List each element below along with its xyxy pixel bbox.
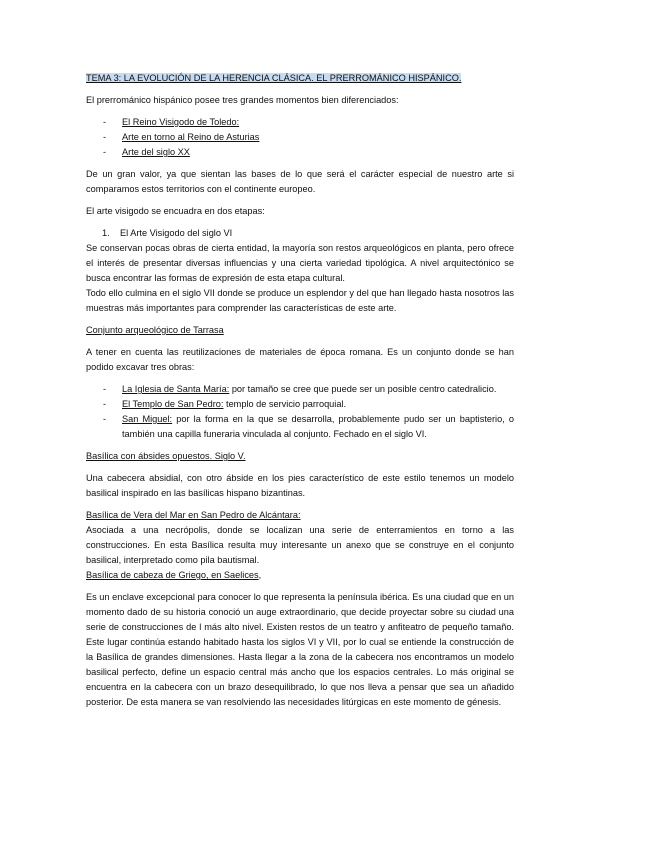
moment-label: El Reino Visigodo de Toledo: <box>122 117 240 127</box>
absides-heading: Basílica con ábsides opuestos. Siglo V. <box>86 451 246 461</box>
document-body <box>86 71 514 710</box>
griego-paragraph: Es un enclave excepcional para conocer lo que representa la península ibérica. Es una ciudad que en un momento dado de su historia conoció un auge extraordinario, que decide proyectar sobre su ciudad una serie de construcciones de l más alto nivel. Existen restos de un teatro y anfiteatro de pequeño tamaño. Este lugar continúa estando habitado hasta los siglos VI y VII, por lo cual se entiende la construcción de la Basílica de grandes dimensiones. Hasta llegar a la zona de la cabecera nos encontramos un modelo basilical perfecto, define un espacio central más ancho que los espacios centrales. Lo más original se encuentra en la cabecera con un brazo desequilibrado, lo que nos lleva a pensar que sea un añadido posterior. De esta manera se van resolviendo las necesidades litúrgicas en este momento de génesis. <box>86 592 514 707</box>
absides-paragraph: Una cabecera absidial, con otro ábside en los pies característico de este estilo tenemos un modelo basilical inspirado en las basílicas hispano bizantinas. <box>86 473 514 498</box>
list-item <box>86 115 514 130</box>
bullet-dash: - <box>103 384 107 394</box>
moment-label: Arte en torno al Reino de Asturias <box>122 132 260 142</box>
value-paragraph: De un gran valor, ya que sientan las bases de lo que será el carácter especial de nuestro arte si comparamos estos territorios con el continente europeo. <box>86 169 514 194</box>
tarrasa-heading: Conjunto arqueológico de Tarrasa <box>86 325 224 335</box>
list-item <box>86 145 514 160</box>
document-title <box>86 71 514 86</box>
bullet-dash: - <box>103 117 107 127</box>
bullet-dash: - <box>103 147 107 157</box>
culmination-paragraph: Todo ello culmina en el siglo VII donde se produce un esplendor y del que han llegado hasta nosotros las muestras más importantes para comprender las características de este arte. <box>86 288 514 313</box>
stage-label: El Arte Visigodo del siglo VI <box>120 228 233 238</box>
griego-heading-line <box>86 568 514 583</box>
item-label: El Templo de San Pedro: <box>122 399 224 409</box>
list-item <box>86 382 514 397</box>
tarrasa-list <box>86 382 514 442</box>
list-item <box>86 130 514 145</box>
moments-list <box>86 115 514 160</box>
item-text: por la forma en la que se desarrolla, probablemente pudo ser un baptisterio, o también una capilla funeraria vinculada al conjunto. Fechado en el siglo VI. <box>122 414 514 439</box>
stage-paragraph: Se conservan pocas obras de cierta entidad, la mayoría son restos arqueológicos en planta, pero ofrece el interés de presentar diversas influencias y una cierta variedad tipológica. A nivel arquitectónico se busca encontrar las formas de expresión de esta etapa cultural. <box>86 243 514 283</box>
stage-heading <box>86 226 514 241</box>
list-item <box>86 397 514 412</box>
moment-label: Arte del siglo XX <box>122 147 190 157</box>
visigodo-intro: El arte visigodo se encuadra en dos etapas: <box>86 206 265 216</box>
vera-paragraph: Asociada a una necrópolis, donde se localizan una serie de enterramientos en torno a las construcciones. En esta Basílica resulta muy interesante un anexo que se construye en el conjunto basilical, interpretado como pila bautismal. <box>86 525 514 565</box>
list-item <box>86 412 514 442</box>
item-text: por tamaño se cree que puede ser un posible centro catedralicio. <box>229 384 497 394</box>
intro-paragraph: El prerrománico hispánico posee tres grandes momentos bien diferenciados: <box>86 95 399 105</box>
vera-heading: Basílica de Vera del Mar en San Pedro de Alcántara: <box>86 510 301 520</box>
bullet-dash: - <box>103 132 107 142</box>
tarrasa-paragraph: A tener en cuenta las reutilizaciones de materiales de época romana. Es un conjunto donde se han podido excavar tres obras: <box>86 347 514 372</box>
title-highlight: TEMA 3: LA EVOLUCIÓN DE LA HERENCIA CLÁSICA. EL PRERROMÁNICO HISPÁNICO. <box>86 73 462 83</box>
item-label: San Miguel: <box>122 414 173 424</box>
item-label: La Iglesia de Santa María: <box>122 384 230 394</box>
bullet-dash: - <box>103 414 107 424</box>
stage-number: 1. <box>102 228 110 238</box>
griego-heading-suffix: , <box>258 570 262 580</box>
item-text: templo de servicio parroquial. <box>223 399 347 409</box>
griego-heading: Basílica de cabeza de Griego, en Saelices <box>86 570 259 580</box>
bullet-dash: - <box>103 399 107 409</box>
